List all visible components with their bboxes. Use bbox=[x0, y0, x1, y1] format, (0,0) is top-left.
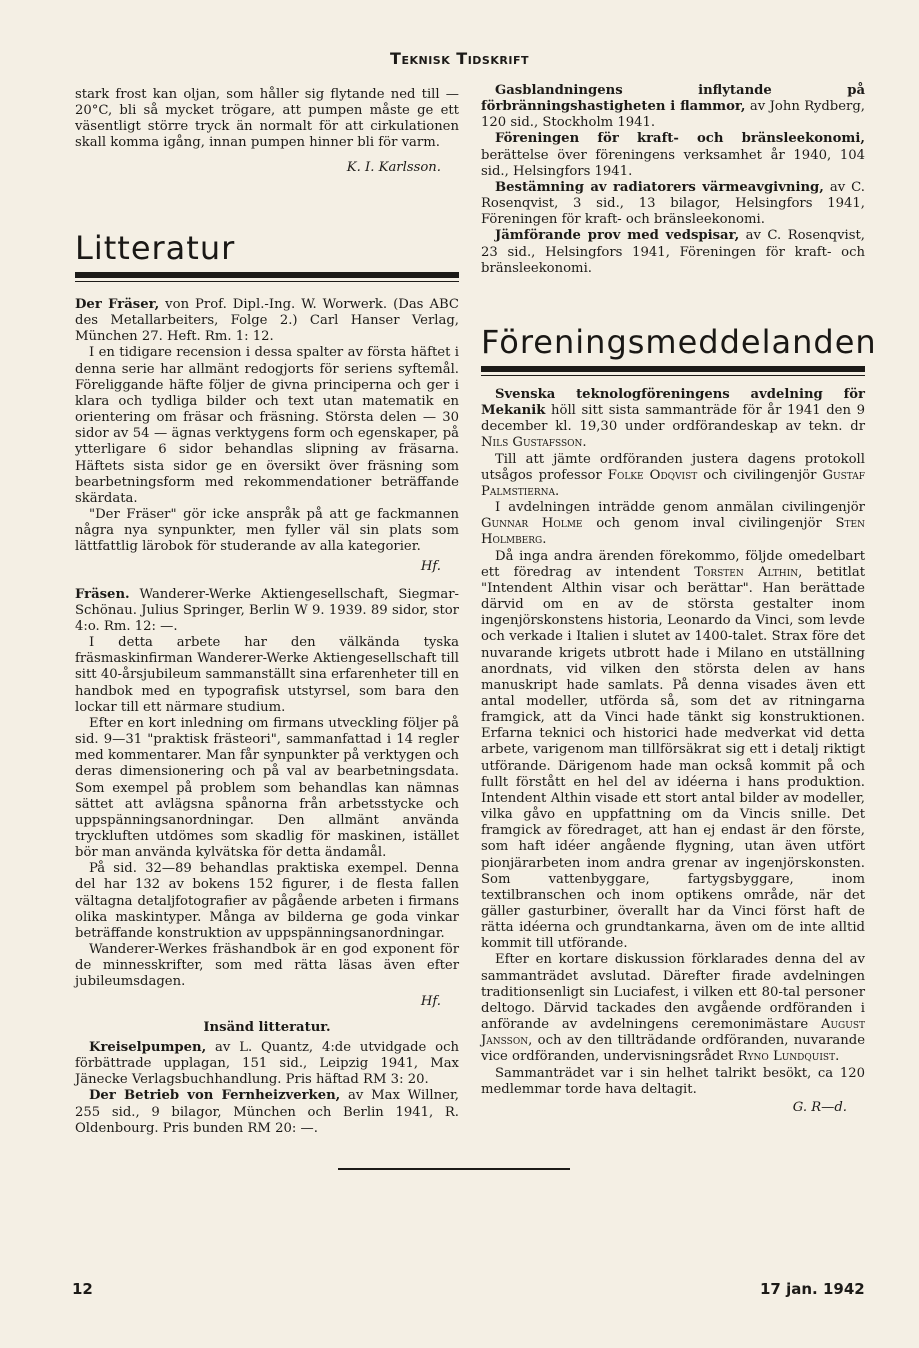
person-name: Folke Odqvist bbox=[607, 467, 698, 483]
assoc-lead-text: höll sitt sista sammanträde för år 1941 den 9 december kl. 19,30 under ordförandeskap av tekn. dr bbox=[481, 403, 865, 435]
review-fraesen bbox=[75, 587, 459, 1010]
received-literature bbox=[75, 1020, 459, 1137]
right-association-news: Svenska teknologföreningens avdelning för Mekanik höll sitt sista sammanträde för år 1941 den 9 december kl. 19,30 under ordförandeskap av tekn. dr Nils Gustafsson. Till att jämte ordföranden justera dagens protokoll utsågos professor Folke Odqvist och civilingenjör Gustaf Palmstierna. I avdelningen inträdde genom anmälan civilingenjör Gunnar Holme och genom inval civilingenjör Sten Holmberg. Då inga andra ärenden förekommo, följde omedelbart ett föredrag av intendent Torsten Althin, betitlat "Intendent Althin visar och berättar". Han berättade därvid om en av de största gestalter inom ingenjörskonstens historia, Leonardo da Vinci, som levde och verkade i Italien i slutet av 1400-talet. Strax före det nuvarande krigets utbrott hade i Milano en utställning anordnats, vid vilken den största delen av hans manuskript hade samlats. På denna visades även ett antal modeller, utförda så, som det av ritningarna framgick, att da Vinci hade tänkt sig konstruktionen. Erfarna teknici och historici hade medverkat vid detta arbete, varigenom man tillförsäkrat sig ett i detalj riktigt utförande. Därigenom hade man också kommit på och fullt förstått en hel del av idéerna i hans produktion. Intendent Althin visade ett stort antal bilder av modeller, vilka gåvo en uppfattning om da Vincis snille. Det framgick av föredraget, att han ej endast är den förste, som haft idéer angående flygning, utan även utfört pionjärarbeten inom andra grenar av ingenjörskonsten. Som vattenbyggare, fartygsbyggare, inom textilbranschen och inom optikens område, när det gäller gasturbiner, överallt har da Vinci först haft de rätta idéerna och grundtankarna, även om de inte alltid kommit till utförande. Efter en kortare diskussion förklarades denna del av sammanträdet avslutad. Därefter firade avdelningen traditionsenligt sin Luciafest, i vilken ett 80-tal personer deltogo. Därvid tackades den avgående ordföranden i anförande av avdelningens ceremonimästare August Jansson, och av den tillträdande ordföranden, nuvarande vice ordföranden, undervisningsrådet Ryno Lundquist. Sammanträdet var i sin helhet talrikt besökt, ca 120 medlemmar torde hava deltagit. G. R—d. bbox=[481, 387, 866, 1115]
review1-title: Der Fräser, bbox=[75, 297, 160, 312]
section-title-litteratur: Litteratur bbox=[75, 229, 236, 267]
bottom-divider bbox=[338, 1168, 570, 1170]
lit-item-text: av John Rydberg, 120 sid., Stockholm 1941. bbox=[481, 99, 865, 131]
assoc-p4b: , betitlat "Intendent Althin visar och berättar". Han berättade därvid om en av de största gestalter inom ingenjörskonstens historia, Leonardo da Vinci, som levde och verkade i Italien i slutet av 1400-talet. Strax före det nuvarande krigets utbrott hade i Milano en utställning anordnats, vid vilken den största delen av hans manuskript hade samlats. På denna visades även ett antal modeller, utförda så, som det av ritningarna framgick, att da Vinci hade tänkt sig konstruktionen. Erfarna teknici och historici hade medverkat vid detta arbete, varigenom man tillförsäkrat sig ett i detalj riktigt utförande. Därigenom hade man också kommit på och fullt förstått en hel del av idéerna i hans produktion. Intendent Althin visade ett stort antal bilder av modeller, vilka gåvo en uppfattning om da Vincis snille. Det framgick av föredraget, att han ej endast är den förste, som haft idéer angående flygning, utan även utfört pionjärarbeten inom andra grenar av ingenjörskonsten. Som vattenbyggare, fartygsbyggare, inom textilbranschen och inom optikens område, när det gäller gasturbiner, överallt har da Vinci först haft de rätta idéerna och grundtankarna, även om de inte alltid kommit till utförande. bbox=[481, 564, 866, 952]
left-column bbox=[75, 87, 459, 176]
received-item1-title: Kreiselpumpen, bbox=[89, 1039, 207, 1055]
person-name: Sten Holmberg bbox=[481, 516, 865, 548]
intro-signature: K. I. Karlsson. bbox=[346, 159, 441, 175]
assoc-p4a: Då inga andra ärenden förekommo, följde omedelbart ett föredrag av intendent bbox=[481, 548, 865, 580]
lit-item bbox=[481, 180, 865, 228]
review1-p2: "Der Fräser" gör icke anspråk på att ge fackmannen några nya synpunkter, men fyller väl sin plats som lättfattlig lärobok för studerande av alla kategorier. bbox=[75, 507, 459, 555]
review1-signature: Hf. bbox=[420, 558, 441, 574]
foreningsmeddelanden-rule-thin bbox=[481, 375, 865, 376]
lit-item-title: Jämförande prov med vedspisar, bbox=[495, 228, 740, 244]
assoc-lead-bold: Svenska teknologföreningens avdelning för Mekanik bbox=[481, 387, 865, 419]
review2-citation: Wanderer-Werke Aktiengesellschaft, Siegmar-Schönau. Julius Springer, Berlin W 9. 1939. 89 sidor, stor 4:o. Rm. 12: —. bbox=[75, 586, 459, 634]
issue-date: 17 jan. 1942 bbox=[760, 1280, 865, 1298]
lit-item bbox=[481, 83, 865, 131]
received-heading: Insänd litteratur. bbox=[203, 1019, 331, 1035]
lit-item bbox=[481, 228, 865, 276]
review2-p1: I detta arbete har den välkända tyska fräsmaskinfirman Wanderer-Werke Aktiengesellschaft till sitt 40-årsjubileum sammanställt sina erfarenheter till en handbok med en typografisk utstyrsel, som bara den lockar till ett närmare studium. bbox=[75, 635, 459, 715]
person-name: Torsten Althin bbox=[694, 564, 799, 580]
received-item2-title: Der Betrieb von Fernheizverken, bbox=[89, 1088, 341, 1104]
foreningsmeddelanden-rule-thick bbox=[481, 366, 865, 372]
person-name: Gunnar Holme bbox=[481, 516, 583, 532]
assoc-p3b: och genom inval civilingenjör bbox=[582, 516, 836, 532]
assoc-p6: Sammanträdet var i sin helhet talrikt besökt, ca 120 medlemmar torde hava deltagit. bbox=[481, 1065, 865, 1097]
running-head: Teknisk Tidskrift bbox=[390, 49, 529, 68]
lit-item-title: Gasblandningens inflytande på förbränningshastigheten i flammor, bbox=[481, 83, 865, 115]
intro-paragraph: stark frost kan oljan, som håller sig flytande ned till — 20°C, bli så mycket trögare, att pumpen måste ge ett väsentligt större tryck än normalt för att cirkulationen skall komma igång, innan pumpen hinner bli för varm. bbox=[75, 87, 459, 151]
lit-item-title: Föreningen för kraft- och bränsleekonomi, bbox=[495, 131, 865, 147]
review-der-fraser bbox=[75, 297, 459, 575]
assoc-p3a: I avdelningen inträdde genom anmälan civilingenjör bbox=[495, 500, 865, 516]
review2-p2: Efter en kort inledning om firmans utveckling följer på sid. 9—31 "praktisk frästeori", sammanfattad i 14 regler med kommentarer. Man får synpunkter på verktygen och deras dimensionering och på val av bearbetningsdata. Som exempel på problem som behandlas kan nämnas sättet att avlägsna spånorna från arbetsstycke och uppspänningsanordningar. Den allmänt använda tryckluften utdömes som skadlig för maskinen, istället bör man använda kylvätska för detta ändamål. bbox=[75, 715, 459, 861]
assoc-signature: G. R—d. bbox=[792, 1099, 847, 1115]
assoc-p5b: , och av den tillträdande ordföranden, nuvarande vice ordföranden, undervisningsrådet bbox=[481, 1033, 865, 1065]
person-name: Ryno Lundquist bbox=[737, 1049, 836, 1065]
lit-item-text: av C. Rosenqvist, 23 sid., Helsingfors 1941, Föreningen för kraft- och bränsleekonomi. bbox=[481, 228, 865, 276]
received-item2-text: av Max Willner, 255 sid., 9 bilagor, München och Berlin 1941, R. Oldenbourg. Pris bunden RM 20: —. bbox=[75, 1088, 459, 1136]
person-name: Nils Gustafsson bbox=[481, 435, 583, 451]
review2-p3: På sid. 32—89 behandlas praktiska exempel. Denna del har 132 av bokens 152 figurer, i de flesta fallen vältagna detaljfotografier av pågående arbeten i firmans olika maskintyper. Många av bilderna ge goda vinkar beträffande konstruktion av uppspänningsanordningar. bbox=[75, 861, 459, 941]
left-reviews bbox=[75, 297, 459, 1137]
review1-p1: I en tidigare recension i dessa spalter av första häftet i denna serie har allmänt redogjorts för seriens syftemål. Föreliggande häfte följer de givna principerna och ger i klara och tydliga bilder och text utan matematik en orientering om fräsar och fräsning. Största delen — 30 sidor av 54 — ägnas verktygens form och egenskaper, på ytterligare 6 sidor behandlas slipning av fräsarna. Häftets sista sidor ge en översikt över fräsning som bearbetningsform med rekommendationer beträffande skärdata. bbox=[75, 345, 459, 506]
lit-item-text: av C. Rosenqvist, 3 sid., 13 bilagor, Helsingfors 1941, Föreningen för kraft- och bränsleekonomi. bbox=[481, 179, 865, 228]
litteratur-rule-thin bbox=[75, 281, 459, 282]
lit-item-title: Bestämning av radiatorers värmeavgivning, bbox=[495, 179, 824, 195]
review2-signature: Hf. bbox=[420, 993, 441, 1009]
received-item1-text: av L. Quantz, 4:de utvidgade och förbättrade upplagan, 151 sid., Leipzig 1941, Max Jänecke Verlagsbuchhandlung. Pris häftad RM 3: 20. bbox=[75, 1039, 459, 1088]
review1-citation: von Prof. Dipl.-Ing. W. Worwerk. (Das ABC des Metallarbeiters, Folge 2.) Carl Hanser Verlag, München 27. Heft. Rm. 1: 12. bbox=[75, 297, 459, 345]
person-name: Gustaf Palmstierna bbox=[481, 467, 866, 499]
lit-item bbox=[481, 131, 865, 179]
lit-item-text: berättelse över föreningens verksamhet år 1940, 104 sid., Helsingfors 1941. bbox=[481, 147, 865, 179]
right-literature-list bbox=[481, 83, 865, 277]
assoc-p2a: Till att jämte ordföranden justera dagens protokoll utsågos professor bbox=[481, 451, 865, 483]
page-number: 12 bbox=[72, 1280, 93, 1298]
section-title-foreningsmeddelanden: Föreningsmeddelanden bbox=[481, 323, 877, 361]
assoc-p5a: Efter en kortare diskussion förklarades denna del av sammanträdet avslutad. Därefter firade avdelningen traditionsenligt sin Luciafest, i vilken ett 80-tal personer deltogo. Därvid tackades den avgående ordföranden i anförande av avdelningens ceremonimästare bbox=[481, 952, 865, 1033]
assoc-p2b: och civilingenjör bbox=[697, 467, 823, 483]
review2-p4: Wanderer-Werkes fräshandbok är en god exponent för de minnesskrifter, som med rätta läsas även efter jubileumsdagen. bbox=[75, 942, 459, 990]
person-name: August Jansson bbox=[481, 1017, 865, 1049]
review2-title: Fräsen. bbox=[75, 586, 130, 602]
litteratur-rule-thick bbox=[75, 272, 459, 278]
